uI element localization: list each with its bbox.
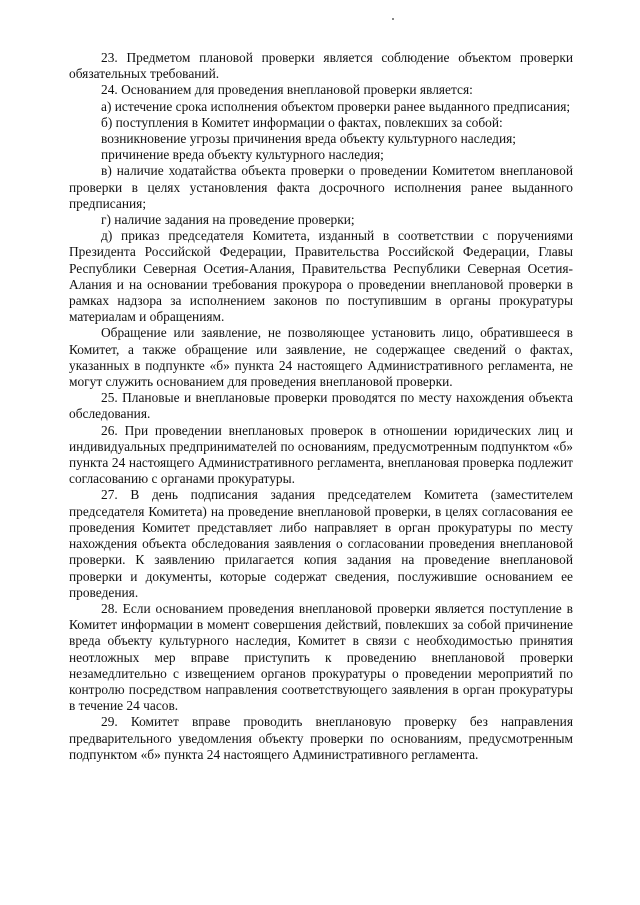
paragraph-29: 29. Комитет вправе проводить внеплановую проверку без направления предварительного уведомления объекту проверки по основаниям, предусмотренным подпунктом «б» пункта 24 настоящего Административного регламента. <box>69 714 573 762</box>
paragraph-24: 24. Основанием для проведения внеплановой проверки является: <box>101 82 473 98</box>
paragraph-26: 26. При проведении внеплановых проверок в отношении юридических лиц и индивидуальных предпринимателей по основаниям, предусмотренным подпунктом «б» пункта 24 настоящего Административного регламента, внеплановая проверка подлежит согласованию с органами прокуратуры. <box>69 422 573 487</box>
scan-speck <box>392 18 394 20</box>
paragraph-28: 28. Если основанием проведения внеплановой проверки является поступление в Комитет информации в момент совершения действий, повлекших за собой причинение вреда объекту культурного наследия, Комитет в связи с необходимостью принятия неотложных мер вправе приступить к проведению внеплановой проверки незамедлительно с извещением органов прокуратуры о проведении мероприятий по контролю посредством направления соответствующего заявления в орган прокуратуры в течение 24 часов. <box>69 600 573 714</box>
paragraph-appeal-note: Обращение или заявление, не позволяющее установить лицо, обратившееся в Комитет, а также обращение или заявление, не содержащее сведений о фактах, указанных в подпункте «б» пункта 24 настоящего Административного регламента, не могут служить основанием для проведения внеплановой проверки. <box>69 325 573 390</box>
paragraph-27: 27. В день подписания задания председателем Комитета (заместителем председателя Комитета) на проведение внеплановой проверки, в целях согласования ее проведения Комитет представляет либо направляет в орган прокуратуры по месту нахождения объекта обследования заявления о согласовании проведения внеплановой проверки. К заявлению прилагается копия задания на проведение внеплановой проверки и документы, которые содержат сведения, послужившие основанием ее проведения. <box>69 487 573 600</box>
paragraph-23: 23. Предметом плановой проверки является соблюдение объектом проверки обязательных требований. <box>69 50 573 82</box>
paragraph-24-g: г) наличие задания на проведение проверки; <box>101 212 355 228</box>
paragraph-24-v: в) наличие ходатайства объекта проверки о проведении Комитетом внеплановой проверки в целях установления факта досрочного исполнения ранее выданного предписания; <box>69 163 573 211</box>
paragraph-25: 25. Плановые и внеплановые проверки проводятся по месту нахождения объекта обследования. <box>69 390 573 422</box>
paragraph-24-b-1: возникновение угрозы причинения вреда объекту культурного наследия; <box>101 131 516 147</box>
paragraph-24-b: б) поступления в Комитет информации о фактах, повлекших за собой: <box>101 114 503 130</box>
paragraph-24-a: а) истечение срока исполнения объектом проверки ранее выданного предписания; <box>101 98 571 114</box>
document-page <box>69 50 573 763</box>
paragraph-24-d: д) приказ председателя Комитета, изданный в соответствии с поручениями Президента Российской Федерации, Правительства Российской Федерации, Главы Республики Северная Осетия-Алания, Правительства Республики Северная Осетия-Алания и на основании требования прокурора о проведении внеплановой проверки в рамках надзора за исполнением законов по поступившим в органы прокуратуры материалам и обращениям. <box>69 228 573 325</box>
paragraph-24-b-2: причинение вреда объекту культурного наследия; <box>101 147 384 163</box>
